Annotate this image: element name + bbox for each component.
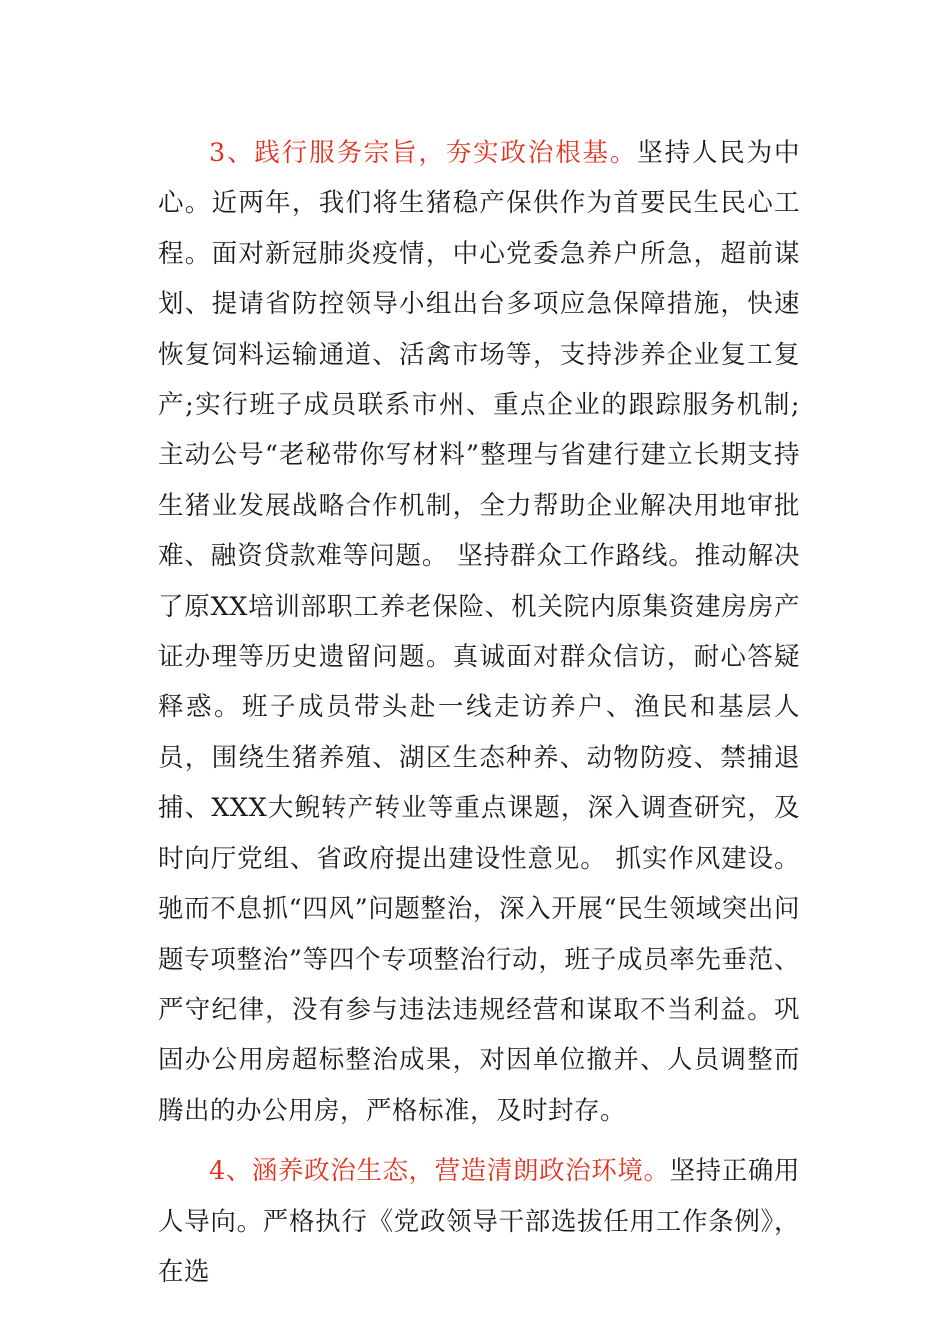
section-4-heading: 4、涵养政治生态，营造清朗政治环境。	[209, 1156, 670, 1187]
section-3-body: 坚持人民为中心。近两年，我们将生猪稳产保供作为首要民生民心工程。面对新冠肺炎疫情，中心党委急养户所急，超前谋划、提请省防控领导小组出台多项应急保障措施，快速恢复饲料运输通道、活禽市场等，支持涉养企业复工复产;实行班子成员联系市州、重点企业的跟踪服务机制;主动公号“老秘带你写材料”整理与省建行建立长期支持生猪业发展战略合作机制，全力帮助企业解决用地审批难、融资贷款难等问题。 坚持群众工作路线。推动解决了原XX培训部职工养老保险、机关院内原集资建房房产证办理等历史遗留问题。真诚面对群众信访，耐心答疑释惑。班子成员带头赴一线走访养户、渔民和基层人员，围绕生猪养殖、湖区生态种养、动物防疫、禁捕退捕、XXX大鲵转产转业等重点课题，深入调查研究，及时向厅党组、省政府提出建设性意见。 抓实作风建设。驰而不息抓“四风”问题整治，深入开展“民生领域突出问题专项整治”等四个专项整治行动，班子成员率先垂范、严守纪律，没有参与违法违规经营和谋取不当利益。巩固办公用房超标整治成果，对因单位撤并、人员调整而腾出的办公用房，严格标准，及时封存。	[158, 138, 800, 1126]
section-3-heading: 3、践行服务宗旨，夯实政治根基。	[209, 138, 638, 168]
section-4-paragraph	[158, 1146, 800, 1297]
section-4-body: 坚持正确用人导向。严格执行《党政领导干部选拔任用工作条例》，在选	[158, 1156, 800, 1287]
section-3-paragraph	[158, 128, 800, 1136]
document-page	[158, 128, 800, 1305]
